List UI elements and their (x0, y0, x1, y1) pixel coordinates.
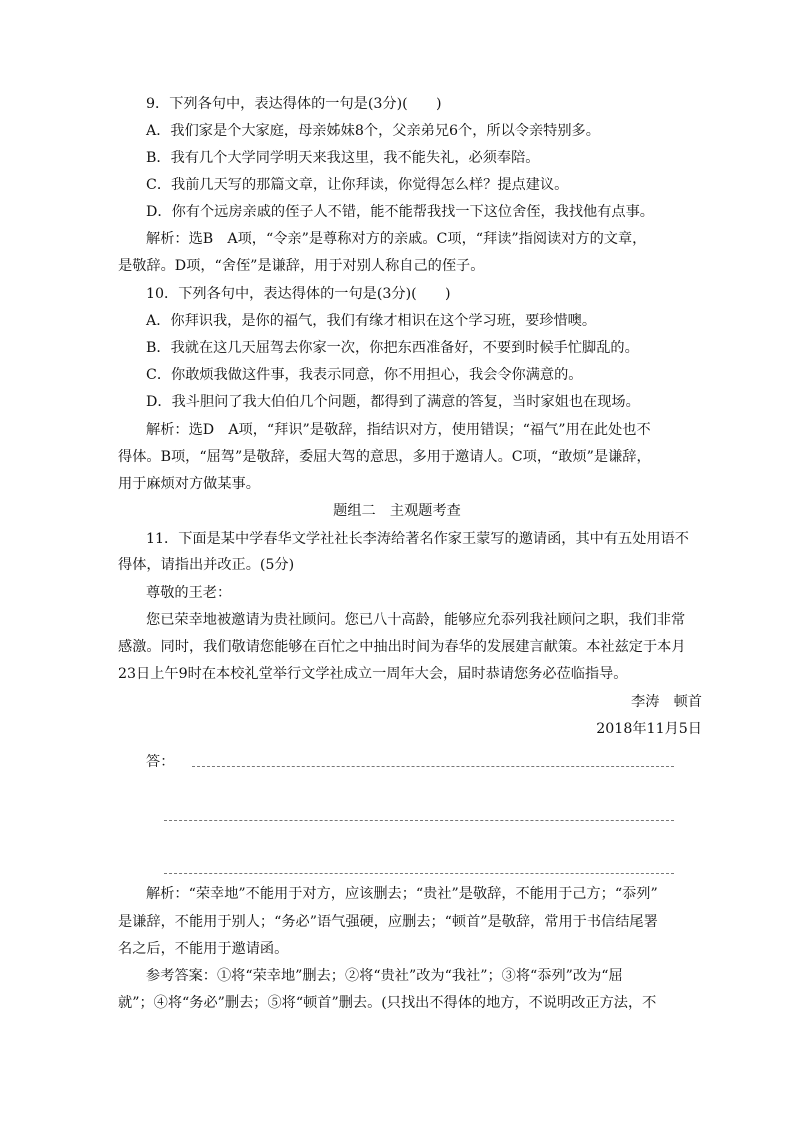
q10-option-a: A．你拜识我，是你的福气，我们有缘才相识在这个学习班，要珍惜噢。 (146, 313, 597, 329)
q11-analysis-line-3: 名之后，不能用于邀请函。 (118, 941, 289, 957)
answer-line-2[interactable] (164, 820, 674, 821)
q10-analysis-line-1: 解析：选D A项，“拜识”是敬辞，指结识对方，使用错误；“福气”用在此处也不 (146, 422, 651, 438)
q9-analysis-line-2: 是敬辞。D项，“舍侄”是谦辞，用于对别人称自己的侄子。 (118, 258, 485, 274)
q11-stem-line-1: 11．下面是某中学春华文学社社长李涛给著名作家王蒙写的邀请函，其中有五处用语不 (146, 531, 689, 547)
letter-body-line-1: 您已荣幸地被邀请为贵社顾问。您已八十高龄，能够应允忝列我社顾问之职，我们非常 (146, 612, 686, 628)
q10-analysis-line-3: 用于麻烦对方做某事。 (118, 476, 260, 492)
q11-reference-line-1: 参考答案：①将“荣幸地”删去；②将“贵社”改为“我社”；③将“忝列”改为“屈 (146, 968, 623, 984)
q9-stem: 9．下列各句中，表达得体的一句是(3分)( ) (146, 96, 442, 112)
letter-body-line-3: 23日上午9时在本校礼堂举行文学社成立一周年大会，届时恭请您务必莅临指导。 (118, 666, 628, 682)
letter-salutation: 尊敬的王老： (146, 585, 232, 601)
q11-stem-line-2: 得体，请指出并改正。(5分) (118, 557, 295, 573)
letter-date: 2018年11月5日 (596, 721, 702, 737)
q10-option-c: C．你敢烦我做这件事，我表示同意，你不用担心，我会令你满意的。 (146, 367, 583, 383)
q10-option-d: D．我斗胆问了我大伯伯几个问题，都得到了满意的答复，当时家姐也在现场。 (146, 394, 640, 410)
q11-reference-line-2: 就”；④将“务必”删去；⑤将“顿首”删去。(只找出不得体的地方，不说明改正方法，不 (118, 995, 657, 1011)
answer-line-3[interactable] (164, 873, 674, 874)
answer-label: 答： (146, 754, 175, 770)
q9-option-d: D．你有个远房亲戚的侄子人不错，能不能帮我找一下这位舍侄，我找他有点事。 (146, 204, 654, 220)
section-title: 题组二 主观题考查 (333, 503, 461, 519)
letter-body-line-2: 感激。同时，我们敬请您能够在百忙之中抽出时间为春华的发展建言献策。本社兹定于本月 (118, 639, 686, 655)
q9-option-a: A．我们家是个大家庭，母亲姊妹8个，父亲弟兄6个，所以令亲特别多。 (146, 123, 600, 139)
q9-analysis-line-1: 解析：选B A项，“令亲”是尊称对方的亲戚。C项，“拜读”指阅读对方的文章， (146, 231, 647, 247)
q10-option-b: B．我就在这几天屈驾去你家一次，你把东西准备好，不要到时候手忙脚乱的。 (146, 340, 639, 356)
q11-analysis-line-1: 解析：“荣幸地”不能用于对方，应该删去；“贵社”是敬辞，不能用于己方；“忝列” (146, 886, 658, 902)
q10-analysis-line-2: 得体。B项，“屈驾”是敬辞，委屈大驾的意思，多用于邀请人。C项，“敢烦”是谦辞， (118, 449, 651, 465)
answer-line-1[interactable] (192, 766, 674, 767)
letter-signature: 李涛 顿首 (631, 694, 702, 710)
q10-stem: 10．下列各句中，表达得体的一句是(3分)( ) (146, 286, 451, 302)
q11-analysis-line-2: 是谦辞，不能用于别人；“务必”语气强硬，应删去；“顿首”是敬辞，常用于书信结尾署 (118, 914, 658, 930)
q9-option-b: B．我有几个大学同学明天来我这里，我不能失礼，必须奉陪。 (146, 150, 540, 166)
q9-option-c: C．我前几天写的那篇文章，让你拜读，你觉得怎么样？提点建议。 (146, 177, 569, 193)
